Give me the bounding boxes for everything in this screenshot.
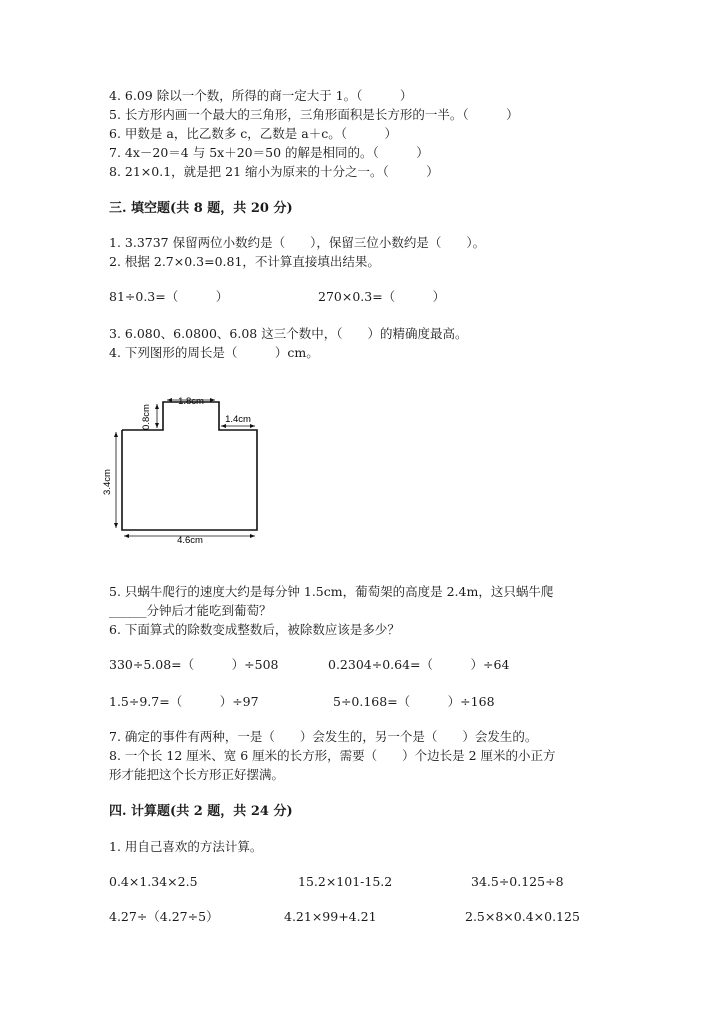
fill-q8-line2: 形才能把这个长方形正好摆满。	[109, 767, 285, 782]
calc-row1-item2: 15.2×101-15.2	[298, 874, 393, 889]
calc-row2-item2: 4.21×99+4.21	[284, 909, 377, 924]
fill-q1: 1. 3.3737 保留两位小数约是（ ），保留三位小数约是（ ）。	[109, 235, 486, 250]
calc-row2-item3: 2.5×8×0.4×0.125	[465, 909, 580, 924]
label-right-step: 1.4cm	[225, 414, 251, 425]
fill-q2b: 270×0.3=（ ）	[318, 289, 446, 304]
judge-item-8: 8. 21×0.1，就是把 21 缩小为原来的十分之一。（ ）	[109, 164, 439, 179]
calc-q1: 1. 用自己喜欢的方法计算。	[109, 839, 263, 854]
calc-row2-item1: 4.27÷（4.27÷5）	[109, 909, 219, 924]
label-bottom-width: 4.6cm	[177, 535, 203, 546]
fill-q6c: 1.5÷9.7=（ ）÷97	[109, 694, 259, 709]
fill-q6a: 330÷5.08=（ ）÷508	[109, 657, 279, 672]
judge-item-4: 4. 6.09 除以一个数，所得的商一定大于 1。（ ）	[109, 88, 413, 103]
label-height: 3.4cm	[102, 469, 113, 495]
fill-q3: 3. 6.080、6.0800、6.08 这三个数中，（ ）的精确度最高。	[109, 326, 468, 341]
label-notch-height: 0.8cm	[141, 404, 152, 430]
fill-q4: 4. 下列图形的周长是（ ）cm。	[109, 345, 319, 360]
fill-q6b: 0.2304÷0.64=（ ）÷64	[328, 657, 510, 672]
calc-row1-item3: 34.5÷0.125÷8	[471, 874, 564, 889]
perimeter-figure	[102, 392, 285, 552]
fill-q8-line1: 8. 一个长 12 厘米、宽 6 厘米的长方形，需要（ ）个边长是 2 厘米的小正方	[109, 748, 556, 763]
fill-q2: 2. 根据 2.7×0.3=0.81，不计算直接填出结果。	[109, 254, 380, 269]
fill-q5-line1: 5. 只蜗牛爬行的速度大约是每分钟 1.5cm，葡萄架的高度是 2.4m，这只蜗牛爬	[109, 584, 554, 599]
judge-item-6: 6. 甲数是 a，比乙数多 c，乙数是 a＋c。（ ）	[109, 126, 397, 141]
fill-q5-line2: ______分钟后才能吃到葡萄？	[109, 603, 272, 618]
fill-q7: 7. 确定的事件有两种，一是（ ）会发生的，另一个是（ ）会发生的。	[109, 729, 538, 744]
fill-q6d: 5÷0.168=（ ）÷168	[333, 694, 495, 709]
judge-item-7: 7. 4x－20＝4 与 5x＋20＝50 的解是相同的。（ ）	[109, 145, 429, 160]
fill-q6: 6. 下面算式的除数变成整数后，被除数应该是多少？	[109, 622, 400, 637]
judge-item-5: 5. 长方形内画一个最大的三角形，三角形面积是长方形的一半。（ ）	[109, 107, 519, 122]
calc-row1-item1: 0.4×1.34×2.5	[109, 874, 198, 889]
section4-title: 四. 计算题(共 2 题，共 24 分)	[109, 804, 293, 819]
fill-q2a: 81÷0.3=（ ）	[109, 289, 229, 304]
label-top-width: 1.8cm	[178, 396, 204, 407]
section3-title: 三. 填空题(共 8 题，共 20 分)	[109, 201, 293, 216]
